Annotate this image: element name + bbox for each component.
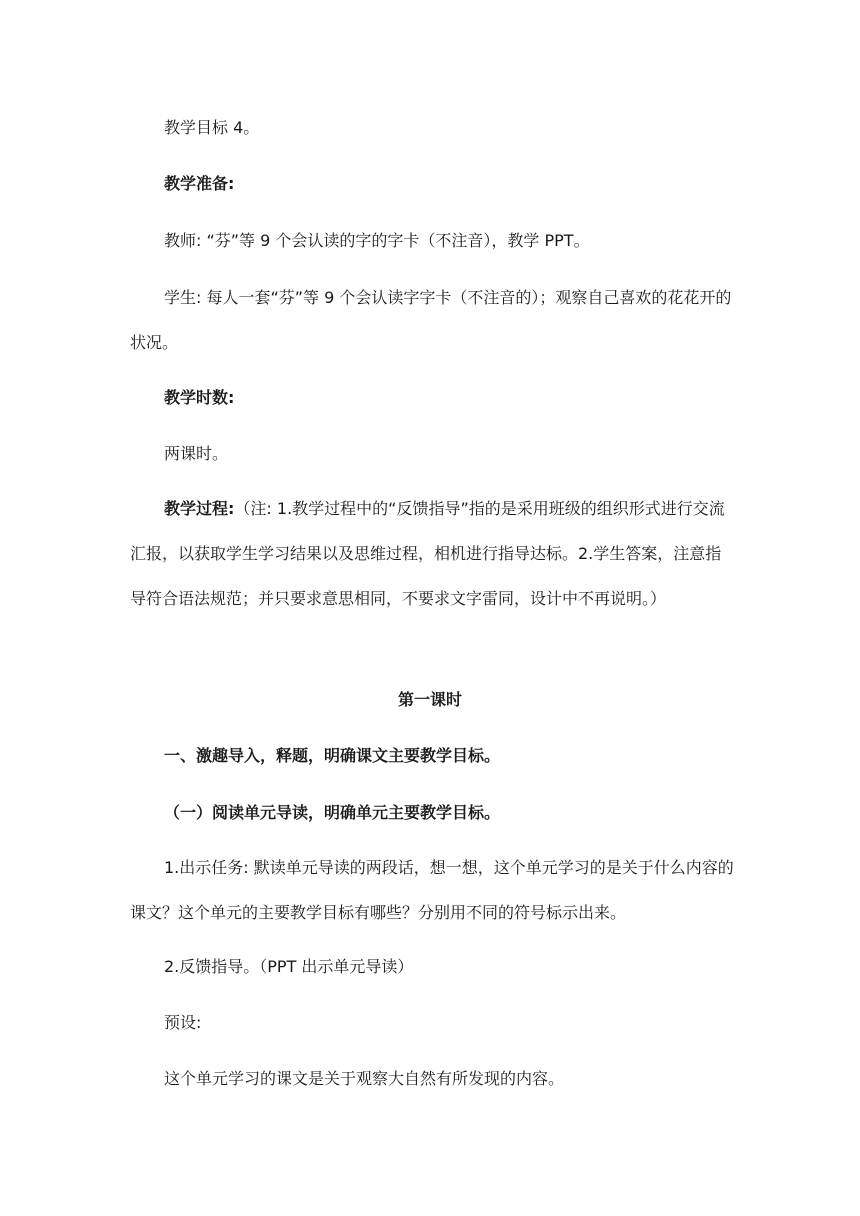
process-note: （注: 1.教学过程中的“反馈指导”指的是采用班级的组织形式进行交流汇报，以获取学生学习结果以及思维过程，相机进行指导达标。2.学生答案，注意指导符合语法规范；并只要求意思相同，不要求文字雷同，设计中不再说明。） (130, 499, 725, 608)
heading-preparation: 教学准备: (164, 174, 235, 193)
subsection-heading-1: （一）阅读单元导读，明确单元主要教学目标。 (164, 803, 501, 822)
section-heading-1: 一、激趣导入，释题，明确课文主要教学目标。 (164, 746, 501, 765)
heading-hours: 教学时数: (164, 388, 235, 407)
paragraph-hours: 两课时。 (164, 444, 229, 463)
paragraph-teacher: 教师: “芬”等 9 个会认读的字的字卡（不注音），教学 PPT。 (164, 231, 590, 250)
paragraph-item2: 2.反馈指导。（PPT 出示单元导读） (164, 957, 414, 976)
paragraph-process (130, 486, 735, 621)
paragraph-item1: 1.出示任务: 默读单元导读的两段话，想一想，这个单元学习的是关于什么内容的课文？这个单元的主要教学目标有哪些？分别用不同的符号标示出来。 (130, 858, 734, 922)
lesson-title: 第一课时 (397, 690, 462, 709)
heading-process: 教学过程: (164, 499, 235, 518)
paragraph-student: 学生: 每人一套“芬”等 9 个会认读字字卡（不注音的）；观察自己喜欢的花花开的状况。 (130, 288, 732, 352)
paragraph-goal4: 教学目标 4。 (164, 118, 260, 137)
paragraph-preset-label: 预设: (164, 1013, 202, 1032)
paragraph-preset-answer: 这个单元学习的课文是关于观察大自然有所发现的内容。 (164, 1069, 565, 1088)
